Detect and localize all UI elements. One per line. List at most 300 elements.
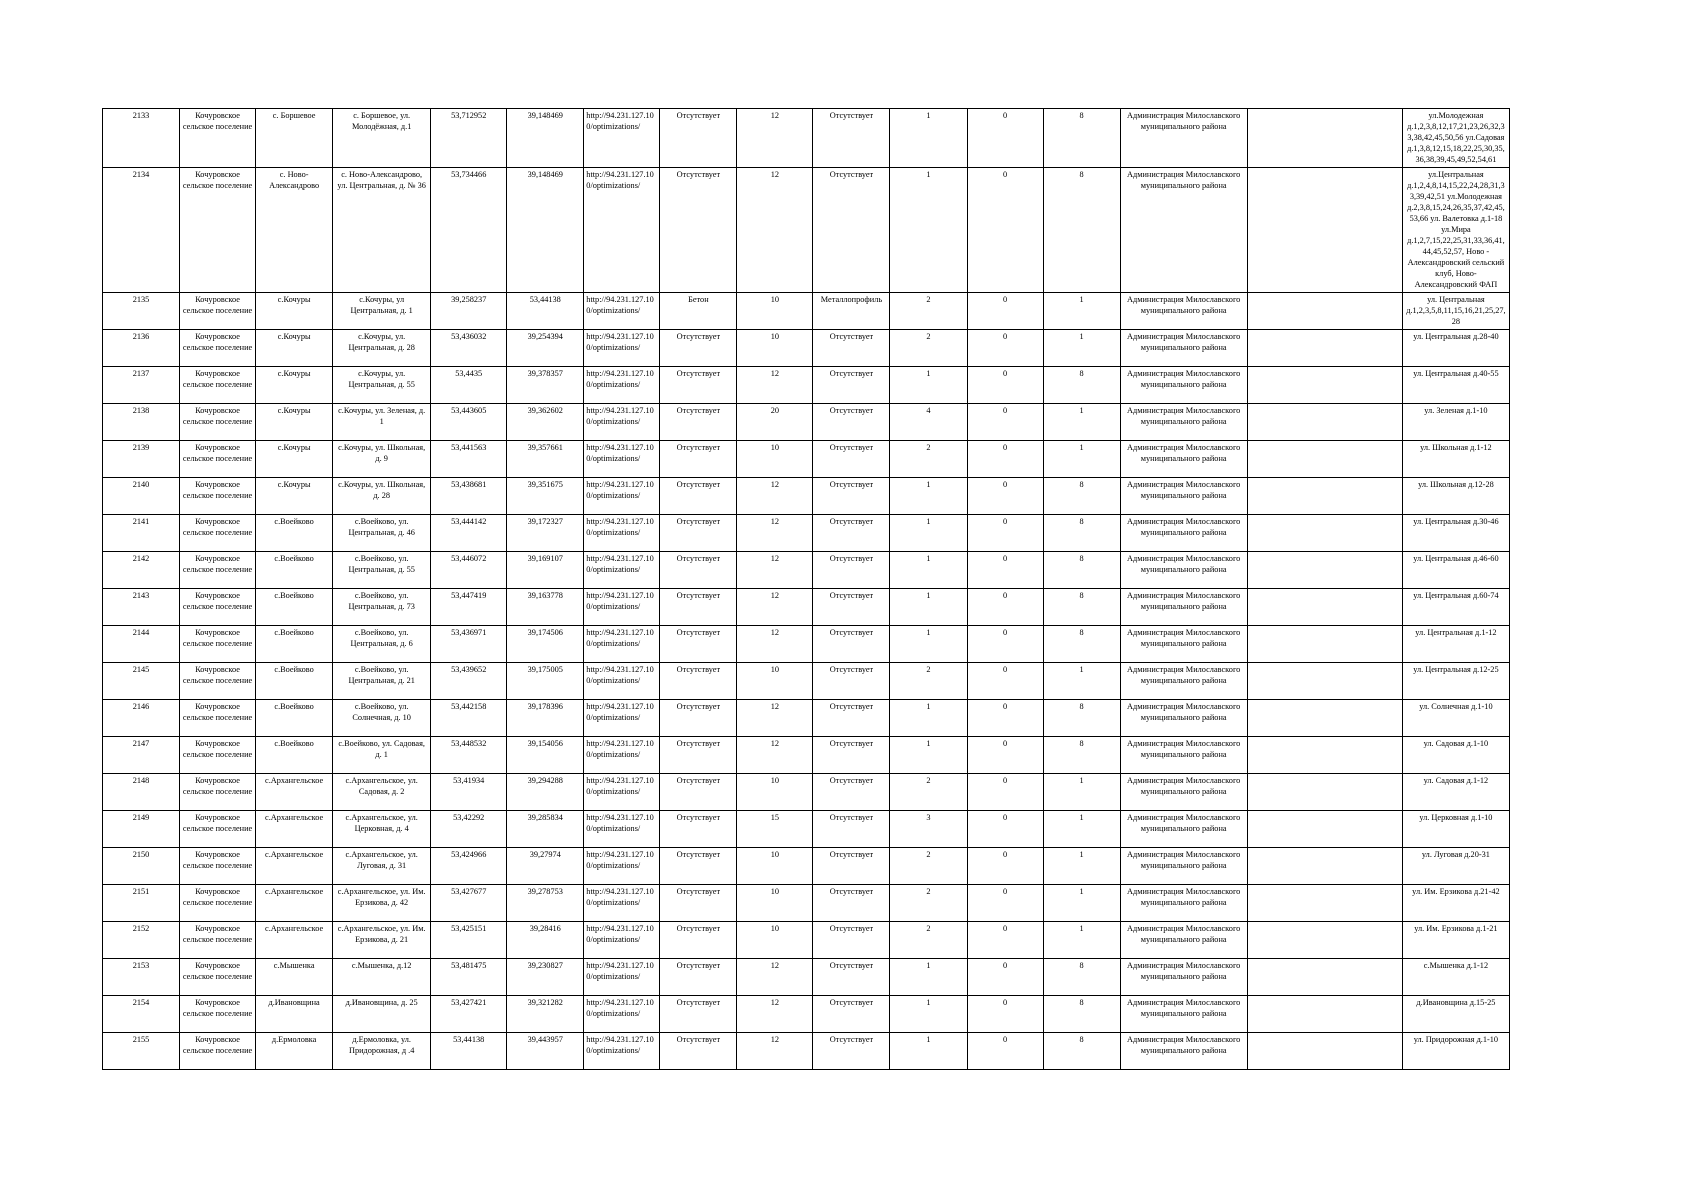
count-zero-cell: 0 bbox=[967, 774, 1043, 811]
latitude-cell: 53,481475 bbox=[431, 959, 507, 996]
fence-type-cell: Отсутствует bbox=[813, 811, 890, 848]
row-number-cell: 2134 bbox=[103, 168, 180, 293]
area-cell: 12 bbox=[737, 515, 813, 552]
row-number-cell: 2142 bbox=[103, 552, 180, 589]
address-cell: с.Архангельское, ул. Луговая, д. 31 bbox=[333, 848, 431, 885]
served-houses-cell: ул. Центральная д.40-55 bbox=[1402, 367, 1509, 404]
address-cell: с.Кочуры, ул. Зеленая, д. 1 bbox=[333, 404, 431, 441]
container-count-cell: 1 bbox=[890, 959, 967, 996]
served-houses-cell: ул. Садовая д.1-12 bbox=[1402, 774, 1509, 811]
link-cell[interactable]: http://94.231.127.100/optimizations/ bbox=[584, 626, 660, 663]
area-cell: 12 bbox=[737, 478, 813, 515]
owner-cell: Администрация Милославского муниципального района bbox=[1120, 663, 1247, 700]
link-cell[interactable]: http://94.231.127.100/optimizations/ bbox=[584, 109, 660, 168]
owner-cell: Администрация Милославского муниципального района bbox=[1120, 922, 1247, 959]
area-cell: 10 bbox=[737, 441, 813, 478]
count-cell: 1 bbox=[1043, 293, 1120, 330]
empty-cell bbox=[1247, 626, 1402, 663]
fence-type-cell: Отсутствует bbox=[813, 959, 890, 996]
table-row bbox=[103, 589, 1510, 626]
row-number-cell: 2155 bbox=[103, 1033, 180, 1070]
empty-cell bbox=[1247, 774, 1402, 811]
area-cell: 12 bbox=[737, 959, 813, 996]
fence-type-cell: Отсутствует bbox=[813, 478, 890, 515]
link-cell[interactable]: http://94.231.127.100/optimizations/ bbox=[584, 700, 660, 737]
area-cell: 12 bbox=[737, 700, 813, 737]
empty-cell bbox=[1247, 996, 1402, 1033]
table-row bbox=[103, 959, 1510, 996]
served-houses-cell: ул. Им. Ерзикова д.21-42 bbox=[1402, 885, 1509, 922]
count-cell: 8 bbox=[1043, 168, 1120, 293]
count-cell: 1 bbox=[1043, 774, 1120, 811]
count-cell: 1 bbox=[1043, 811, 1120, 848]
fence-type-cell: Отсутствует bbox=[813, 515, 890, 552]
latitude-cell: 53,425151 bbox=[431, 922, 507, 959]
empty-cell bbox=[1247, 404, 1402, 441]
count-zero-cell: 0 bbox=[967, 168, 1043, 293]
fence-type-cell: Отсутствует bbox=[813, 589, 890, 626]
row-number-cell: 2136 bbox=[103, 330, 180, 367]
count-cell: 8 bbox=[1043, 959, 1120, 996]
longitude-cell: 39,278753 bbox=[507, 885, 584, 922]
owner-cell: Администрация Милославского муниципального района bbox=[1120, 737, 1247, 774]
base-type-cell: Отсутствует bbox=[660, 663, 737, 700]
link-cell[interactable]: http://94.231.127.100/optimizations/ bbox=[584, 515, 660, 552]
base-type-cell: Отсутствует bbox=[660, 515, 737, 552]
empty-cell bbox=[1247, 293, 1402, 330]
owner-cell: Администрация Милославского муниципального района bbox=[1120, 811, 1247, 848]
table-row bbox=[103, 109, 1510, 168]
row-number-cell: 2149 bbox=[103, 811, 180, 848]
area-cell: 12 bbox=[737, 589, 813, 626]
address-cell: с.Кочуры, ул Центральная, д. 1 bbox=[333, 293, 431, 330]
address-cell: с.Кочуры, ул. Школьная, д. 28 bbox=[333, 478, 431, 515]
longitude-cell: 39,294288 bbox=[507, 774, 584, 811]
settlement-cell: Кочуровское сельское поселение bbox=[180, 293, 256, 330]
owner-cell: Администрация Милославского муниципального района bbox=[1120, 478, 1247, 515]
empty-cell bbox=[1247, 478, 1402, 515]
owner-cell: Администрация Милославского муниципального района bbox=[1120, 959, 1247, 996]
link-cell[interactable]: http://94.231.127.100/optimizations/ bbox=[584, 552, 660, 589]
served-houses-cell: с.Мышенка д.1-12 bbox=[1402, 959, 1509, 996]
row-number-cell: 2154 bbox=[103, 996, 180, 1033]
address-cell: с. Боршевое, ул. Молодёжная, д.1 bbox=[333, 109, 431, 168]
owner-cell: Администрация Милославского муниципального района bbox=[1120, 441, 1247, 478]
settlement-cell: Кочуровское сельское поселение bbox=[180, 515, 256, 552]
locality-cell: с.Воейково bbox=[256, 737, 333, 774]
container-count-cell: 1 bbox=[890, 367, 967, 404]
link-cell[interactable]: http://94.231.127.100/optimizations/ bbox=[584, 478, 660, 515]
area-cell: 10 bbox=[737, 848, 813, 885]
latitude-cell: 53,424966 bbox=[431, 848, 507, 885]
container-count-cell: 1 bbox=[890, 589, 967, 626]
longitude-cell: 39,230827 bbox=[507, 959, 584, 996]
fence-type-cell: Отсутствует bbox=[813, 367, 890, 404]
link-cell[interactable]: http://94.231.127.100/optimizations/ bbox=[584, 996, 660, 1033]
count-zero-cell: 0 bbox=[967, 700, 1043, 737]
base-type-cell: Отсутствует bbox=[660, 848, 737, 885]
count-zero-cell: 0 bbox=[967, 996, 1043, 1033]
count-zero-cell: 0 bbox=[967, 959, 1043, 996]
base-type-cell: Отсутствует bbox=[660, 478, 737, 515]
settlement-cell: Кочуровское сельское поселение bbox=[180, 959, 256, 996]
fence-type-cell: Отсутствует bbox=[813, 404, 890, 441]
locality-cell: с.Кочуры bbox=[256, 441, 333, 478]
base-type-cell: Отсутствует bbox=[660, 922, 737, 959]
row-number-cell: 2135 bbox=[103, 293, 180, 330]
count-zero-cell: 0 bbox=[967, 515, 1043, 552]
fence-type-cell: Отсутствует bbox=[813, 922, 890, 959]
address-cell: с.Кочуры, ул. Центральная, д. 55 bbox=[333, 367, 431, 404]
address-cell: с.Воейково, ул. Солнечная, д. 10 bbox=[333, 700, 431, 737]
count-cell: 1 bbox=[1043, 885, 1120, 922]
link-cell[interactable]: http://94.231.127.100/optimizations/ bbox=[584, 404, 660, 441]
longitude-cell: 39,27974 bbox=[507, 848, 584, 885]
row-number-cell: 2140 bbox=[103, 478, 180, 515]
address-cell: с.Архангельское, ул. Церковная, д. 4 bbox=[333, 811, 431, 848]
fence-type-cell: Отсутствует bbox=[813, 552, 890, 589]
served-houses-cell: ул.Центральная д.1,2,4,8,14,15,22,24,28,31,33,39,42,51 ул.Молодежная д.2,3,8,15,24,26,35,37,42,45,53,66 ул. Валетовка д.1-18 ул.Мира д.1,2,7,15,22,25,31,33,36,41,44,45,52,57, Ново - Александровский сельский клуб, Ново-Александровский ФАП bbox=[1402, 168, 1509, 293]
latitude-cell: 53,42292 bbox=[431, 811, 507, 848]
count-cell: 1 bbox=[1043, 663, 1120, 700]
table-row bbox=[103, 922, 1510, 959]
link-cell[interactable]: http://94.231.127.100/optimizations/ bbox=[584, 367, 660, 404]
longitude-cell: 39,362602 bbox=[507, 404, 584, 441]
empty-cell bbox=[1247, 922, 1402, 959]
settlement-cell: Кочуровское сельское поселение bbox=[180, 168, 256, 293]
area-cell: 12 bbox=[737, 552, 813, 589]
count-zero-cell: 0 bbox=[967, 330, 1043, 367]
longitude-cell: 39,285834 bbox=[507, 811, 584, 848]
locality-cell: с. Ново-Александрово bbox=[256, 168, 333, 293]
row-number-cell: 2153 bbox=[103, 959, 180, 996]
owner-cell: Администрация Милославского муниципального района bbox=[1120, 515, 1247, 552]
address-cell: с.Кочуры, ул. Центральная, д. 28 bbox=[333, 330, 431, 367]
longitude-cell: 39,169107 bbox=[507, 552, 584, 589]
area-cell: 12 bbox=[737, 168, 813, 293]
base-type-cell: Отсутствует bbox=[660, 1033, 737, 1070]
base-type-cell: Отсутствует bbox=[660, 996, 737, 1033]
served-houses-cell: ул. Центральная д.1,2,3,5,8,11,15,16,21,25,27,28 bbox=[1402, 293, 1509, 330]
row-number-cell: 2138 bbox=[103, 404, 180, 441]
empty-cell bbox=[1247, 700, 1402, 737]
owner-cell: Администрация Милославского муниципального района bbox=[1120, 367, 1247, 404]
link-cell[interactable]: http://94.231.127.100/optimizations/ bbox=[584, 848, 660, 885]
address-cell: с.Воейково, ул. Центральная, д. 55 bbox=[333, 552, 431, 589]
container-count-cell: 1 bbox=[890, 552, 967, 589]
latitude-cell: 53,427677 bbox=[431, 885, 507, 922]
table-row bbox=[103, 168, 1510, 293]
fence-type-cell: Отсутствует bbox=[813, 330, 890, 367]
address-cell: с.Воейково, ул. Садовая, д. 1 bbox=[333, 737, 431, 774]
base-type-cell: Отсутствует bbox=[660, 626, 737, 663]
table-row bbox=[103, 367, 1510, 404]
row-number-cell: 2143 bbox=[103, 589, 180, 626]
count-cell: 1 bbox=[1043, 848, 1120, 885]
address-cell: с.Архангельское, ул. Им. Ерзикова, д. 42 bbox=[333, 885, 431, 922]
longitude-cell: 39,357661 bbox=[507, 441, 584, 478]
served-houses-cell: ул. Луговая д.20-31 bbox=[1402, 848, 1509, 885]
longitude-cell: 39,378357 bbox=[507, 367, 584, 404]
locality-cell: д.Ермоловка bbox=[256, 1033, 333, 1070]
address-cell: д.Ивановщина, д. 25 bbox=[333, 996, 431, 1033]
settlement-cell: Кочуровское сельское поселение bbox=[180, 996, 256, 1033]
count-zero-cell: 0 bbox=[967, 478, 1043, 515]
container-count-cell: 1 bbox=[890, 700, 967, 737]
longitude-cell: 39,174506 bbox=[507, 626, 584, 663]
latitude-cell: 53,4435 bbox=[431, 367, 507, 404]
settlement-cell: Кочуровское сельское поселение bbox=[180, 552, 256, 589]
address-cell: с.Воейково, ул. Центральная, д. 6 bbox=[333, 626, 431, 663]
area-cell: 10 bbox=[737, 922, 813, 959]
served-houses-cell: ул. Придорожная д.1-10 bbox=[1402, 1033, 1509, 1070]
owner-cell: Администрация Милославского муниципального района bbox=[1120, 552, 1247, 589]
count-zero-cell: 0 bbox=[967, 885, 1043, 922]
base-type-cell: Отсутствует bbox=[660, 552, 737, 589]
link-cell[interactable]: http://94.231.127.100/optimizations/ bbox=[584, 885, 660, 922]
area-cell: 12 bbox=[737, 109, 813, 168]
count-cell: 8 bbox=[1043, 626, 1120, 663]
table-row bbox=[103, 848, 1510, 885]
link-cell[interactable]: http://94.231.127.100/optimizations/ bbox=[584, 774, 660, 811]
area-cell: 12 bbox=[737, 367, 813, 404]
settlement-cell: Кочуровское сельское поселение bbox=[180, 737, 256, 774]
locality-cell: с.Кочуры bbox=[256, 478, 333, 515]
row-number-cell: 2147 bbox=[103, 737, 180, 774]
link-cell[interactable]: http://94.231.127.100/optimizations/ bbox=[584, 1033, 660, 1070]
count-cell: 8 bbox=[1043, 478, 1120, 515]
settlement-cell: Кочуровское сельское поселение bbox=[180, 774, 256, 811]
settlement-cell: Кочуровское сельское поселение bbox=[180, 626, 256, 663]
link-cell[interactable]: http://94.231.127.100/optimizations/ bbox=[584, 811, 660, 848]
count-cell: 8 bbox=[1043, 109, 1120, 168]
served-houses-cell: ул. Центральная д.60-74 bbox=[1402, 589, 1509, 626]
base-type-cell: Отсутствует bbox=[660, 885, 737, 922]
served-houses-cell: ул. Церковная д.1-10 bbox=[1402, 811, 1509, 848]
fence-type-cell: Отсутствует bbox=[813, 885, 890, 922]
base-type-cell: Отсутствует bbox=[660, 330, 737, 367]
latitude-cell: 53,438681 bbox=[431, 478, 507, 515]
longitude-cell: 39,443957 bbox=[507, 1033, 584, 1070]
latitude-cell: 53,447419 bbox=[431, 589, 507, 626]
empty-cell bbox=[1247, 515, 1402, 552]
settlement-cell: Кочуровское сельское поселение bbox=[180, 441, 256, 478]
latitude-cell: 53,443605 bbox=[431, 404, 507, 441]
latitude-cell: 53,442158 bbox=[431, 700, 507, 737]
link-cell[interactable]: http://94.231.127.100/optimizations/ bbox=[584, 737, 660, 774]
table-row bbox=[103, 515, 1510, 552]
owner-cell: Администрация Милославского муниципального района bbox=[1120, 589, 1247, 626]
settlement-cell: Кочуровское сельское поселение bbox=[180, 367, 256, 404]
link-cell[interactable]: http://94.231.127.100/optimizations/ bbox=[584, 922, 660, 959]
container-count-cell: 1 bbox=[890, 168, 967, 293]
settlement-cell: Кочуровское сельское поселение bbox=[180, 330, 256, 367]
area-cell: 12 bbox=[737, 626, 813, 663]
table-row bbox=[103, 996, 1510, 1033]
empty-cell bbox=[1247, 109, 1402, 168]
base-type-cell: Отсутствует bbox=[660, 589, 737, 626]
area-cell: 12 bbox=[737, 737, 813, 774]
count-cell: 1 bbox=[1043, 330, 1120, 367]
longitude-cell: 39,148469 bbox=[507, 109, 584, 168]
empty-cell bbox=[1247, 959, 1402, 996]
count-zero-cell: 0 bbox=[967, 441, 1043, 478]
latitude-cell: 53,439652 bbox=[431, 663, 507, 700]
area-cell: 10 bbox=[737, 663, 813, 700]
longitude-cell: 39,163778 bbox=[507, 589, 584, 626]
fence-type-cell: Отсутствует bbox=[813, 626, 890, 663]
container-count-cell: 1 bbox=[890, 626, 967, 663]
empty-cell bbox=[1247, 552, 1402, 589]
settlement-cell: Кочуровское сельское поселение bbox=[180, 478, 256, 515]
locality-cell: с.Воейково bbox=[256, 515, 333, 552]
served-houses-cell: ул. Центральная д.12-25 bbox=[1402, 663, 1509, 700]
address-cell: с.Воейково, ул. Центральная, д. 46 bbox=[333, 515, 431, 552]
locality-cell: с.Мышенка bbox=[256, 959, 333, 996]
served-houses-cell: ул. Школьная д.12-28 bbox=[1402, 478, 1509, 515]
locality-cell: с.Воейково bbox=[256, 626, 333, 663]
served-houses-cell: ул. Центральная д.1-12 bbox=[1402, 626, 1509, 663]
latitude-cell: 53,44138 bbox=[431, 1033, 507, 1070]
count-cell: 8 bbox=[1043, 367, 1120, 404]
served-houses-cell: ул. Центральная д.28-40 bbox=[1402, 330, 1509, 367]
locality-cell: с.Кочуры bbox=[256, 367, 333, 404]
longitude-cell: 39,148469 bbox=[507, 168, 584, 293]
base-type-cell: Отсутствует bbox=[660, 774, 737, 811]
fence-type-cell: Отсутствует bbox=[813, 774, 890, 811]
link-cell[interactable]: http://94.231.127.100/optimizations/ bbox=[584, 330, 660, 367]
count-cell: 8 bbox=[1043, 1033, 1120, 1070]
table-row bbox=[103, 404, 1510, 441]
table-row bbox=[103, 626, 1510, 663]
settlement-cell: Кочуровское сельское поселение bbox=[180, 922, 256, 959]
container-count-cell: 2 bbox=[890, 663, 967, 700]
area-cell: 20 bbox=[737, 404, 813, 441]
table-row bbox=[103, 885, 1510, 922]
link-cell[interactable]: http://94.231.127.100/optimizations/ bbox=[584, 589, 660, 626]
area-cell: 10 bbox=[737, 293, 813, 330]
served-houses-cell: ул. Школьная д.1-12 bbox=[1402, 441, 1509, 478]
empty-cell bbox=[1247, 885, 1402, 922]
base-type-cell: Отсутствует bbox=[660, 168, 737, 293]
empty-cell bbox=[1247, 663, 1402, 700]
address-cell: с.Архангельское, ул. Садовая, д. 2 bbox=[333, 774, 431, 811]
count-zero-cell: 0 bbox=[967, 737, 1043, 774]
owner-cell: Администрация Милославского муниципального района bbox=[1120, 774, 1247, 811]
table-row bbox=[103, 1033, 1510, 1070]
fence-type-cell: Отсутствует bbox=[813, 996, 890, 1033]
count-cell: 8 bbox=[1043, 589, 1120, 626]
table-row bbox=[103, 293, 1510, 330]
container-count-cell: 1 bbox=[890, 478, 967, 515]
table-row bbox=[103, 478, 1510, 515]
locality-cell: с.Архангельское bbox=[256, 922, 333, 959]
table-row bbox=[103, 700, 1510, 737]
address-cell: с. Ново-Александрово, ул. Центральная, д. № 36 bbox=[333, 168, 431, 293]
fence-type-cell: Отсутствует bbox=[813, 663, 890, 700]
table-row bbox=[103, 441, 1510, 478]
fence-type-cell: Отсутствует bbox=[813, 737, 890, 774]
latitude-cell: 39,258237 bbox=[431, 293, 507, 330]
link-cell[interactable]: http://94.231.127.100/optimizations/ bbox=[584, 168, 660, 293]
locality-cell: с.Кочуры bbox=[256, 330, 333, 367]
served-houses-cell: ул. Центральная д.30-46 bbox=[1402, 515, 1509, 552]
row-number-cell: 2141 bbox=[103, 515, 180, 552]
container-count-cell: 2 bbox=[890, 330, 967, 367]
registry-table bbox=[102, 108, 1510, 1070]
container-count-cell: 1 bbox=[890, 1033, 967, 1070]
base-type-cell: Бетон bbox=[660, 293, 737, 330]
count-cell: 8 bbox=[1043, 515, 1120, 552]
container-count-cell: 2 bbox=[890, 848, 967, 885]
served-houses-cell: ул. Зеленая д.1-10 bbox=[1402, 404, 1509, 441]
container-count-cell: 1 bbox=[890, 996, 967, 1033]
latitude-cell: 53,448532 bbox=[431, 737, 507, 774]
locality-cell: с.Воейково bbox=[256, 663, 333, 700]
served-houses-cell: ул. Садовая д.1-10 bbox=[1402, 737, 1509, 774]
count-zero-cell: 0 bbox=[967, 589, 1043, 626]
owner-cell: Администрация Милославского муниципального района bbox=[1120, 168, 1247, 293]
row-number-cell: 2152 bbox=[103, 922, 180, 959]
settlement-cell: Кочуровское сельское поселение bbox=[180, 848, 256, 885]
count-zero-cell: 0 bbox=[967, 626, 1043, 663]
link-cell[interactable]: http://94.231.127.100/optimizations/ bbox=[584, 959, 660, 996]
fence-type-cell: Отсутствует bbox=[813, 700, 890, 737]
address-cell: с.Кочуры, ул. Школьная, д. 9 bbox=[333, 441, 431, 478]
locality-cell: с.Архангельское bbox=[256, 885, 333, 922]
owner-cell: Администрация Милославского муниципального района bbox=[1120, 700, 1247, 737]
count-zero-cell: 0 bbox=[967, 663, 1043, 700]
link-cell[interactable]: http://94.231.127.100/optimizations/ bbox=[584, 441, 660, 478]
row-number-cell: 2145 bbox=[103, 663, 180, 700]
container-count-cell: 2 bbox=[890, 441, 967, 478]
served-houses-cell: ул.Молодежная д.1,2,3,8,12,17,21,23,26,32,33,38,42,45,50,56 ул.Садовая д.1,3,8,12,15,18,22,25,30,35,36,38,39,45,49,52,54,61 bbox=[1402, 109, 1509, 168]
latitude-cell: 53,444142 bbox=[431, 515, 507, 552]
area-cell: 12 bbox=[737, 996, 813, 1033]
locality-cell: с.Кочуры bbox=[256, 293, 333, 330]
count-zero-cell: 0 bbox=[967, 811, 1043, 848]
count-zero-cell: 0 bbox=[967, 293, 1043, 330]
address-cell: с.Воейково, ул. Центральная, д. 73 bbox=[333, 589, 431, 626]
served-houses-cell: ул. Центральная д.46-60 bbox=[1402, 552, 1509, 589]
count-zero-cell: 0 bbox=[967, 552, 1043, 589]
container-count-cell: 1 bbox=[890, 109, 967, 168]
link-cell[interactable]: http://94.231.127.100/optimizations/ bbox=[584, 663, 660, 700]
longitude-cell: 39,172327 bbox=[507, 515, 584, 552]
base-type-cell: Отсутствует bbox=[660, 959, 737, 996]
area-cell: 10 bbox=[737, 330, 813, 367]
owner-cell: Администрация Милославского муниципального района bbox=[1120, 109, 1247, 168]
table-row bbox=[103, 552, 1510, 589]
row-number-cell: 2137 bbox=[103, 367, 180, 404]
locality-cell: с.Архангельское bbox=[256, 774, 333, 811]
container-count-cell: 1 bbox=[890, 737, 967, 774]
fence-type-cell: Отсутствует bbox=[813, 109, 890, 168]
table-row bbox=[103, 330, 1510, 367]
owner-cell: Администрация Милославского муниципального района bbox=[1120, 626, 1247, 663]
fence-type-cell: Отсутствует bbox=[813, 848, 890, 885]
settlement-cell: Кочуровское сельское поселение bbox=[180, 404, 256, 441]
settlement-cell: Кочуровское сельское поселение bbox=[180, 109, 256, 168]
locality-cell: с. Боршевое bbox=[256, 109, 333, 168]
base-type-cell: Отсутствует bbox=[660, 811, 737, 848]
link-cell[interactable]: http://94.231.127.100/optimizations/ bbox=[584, 293, 660, 330]
latitude-cell: 53,41934 bbox=[431, 774, 507, 811]
empty-cell bbox=[1247, 848, 1402, 885]
base-type-cell: Отсутствует bbox=[660, 367, 737, 404]
row-number-cell: 2150 bbox=[103, 848, 180, 885]
longitude-cell: 39,351675 bbox=[507, 478, 584, 515]
